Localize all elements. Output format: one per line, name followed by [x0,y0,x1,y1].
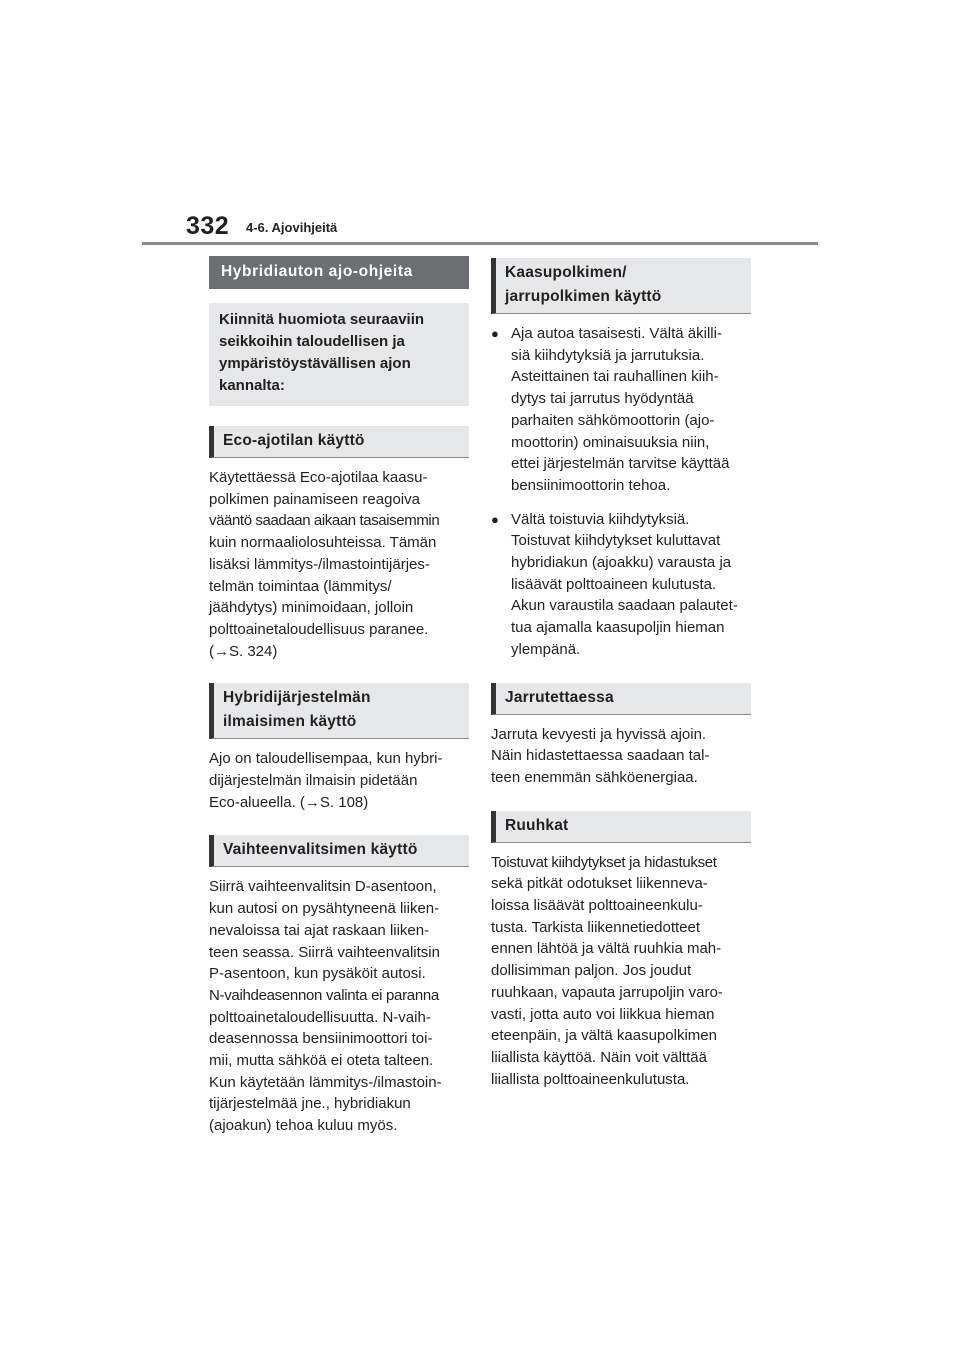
text-line: Vältä toistuvia kiihdytyksiä. [511,510,690,528]
braking-heading-text: Jarrutettaessa [505,688,614,706]
text-line: jäähdytys) minimoidaan, jolloin [209,599,414,617]
eco-heading-text: Eco-ajotilan käyttö [223,432,365,449]
hybrid-indicator-paragraph [209,748,469,813]
page-reference: (→S. 324) [209,642,278,660]
text-line: P-asentoon, kun pysäköit autosi. [209,965,426,983]
text-line: ettei järjestelmän tarvitse käyttää [511,455,730,473]
text-line: bensiinimoottorin tehoa. [511,476,671,494]
text-line: Eco-alueella. (→S. 108) [209,793,369,811]
text-line: Näin hidastettaessa saadaan tal- [491,747,710,765]
eco-heading [209,426,469,458]
chapter-banner: Hybridiauton ajo-ohjeita [209,256,469,289]
text-line: dytys tai jarrutus hyödyntää [511,390,694,408]
section-label: 4-6. Ajovihjeitä [246,220,338,235]
text-line: lisäksi lämmitys-/ilmastointijärjes- [209,555,430,573]
text-line: lisäävät polttoaineen kulutusta. [511,575,717,593]
text-line: Käytettäessä Eco-ajotilaa kaasu- [209,469,428,486]
text-line: tusta. Tarkista liikennetiedotteet [491,918,701,936]
bullet-icon: ● [491,326,499,341]
text-line: liiallista käyttöä. Näin voit välttää [491,1048,707,1066]
text-line: Ajo on taloudellisempaa, kun hybri- [209,750,443,768]
intro-line: Kiinnitä huomiota seuraaviin [219,311,425,328]
heading-line: ilmaisimen käyttö [223,713,357,731]
text-line: vääntö saadaan aikaan tasaisemmin [209,512,440,530]
shift-lever-paragraph [209,876,469,1136]
text-line: ruuhkaan, vapauta jarrupoljin varo- [491,983,723,1001]
bullet-text [511,323,751,497]
text-line: nevaloissa tai ajat raskaan liiken- [209,921,430,939]
eco-paragraph [209,467,469,662]
braking-paragraph [491,724,751,789]
bullet-item [491,509,751,661]
intro-box [209,303,469,406]
heading-line: jarrupolkimen käyttö [505,288,662,305]
intro-line: seikkoihin taloudellisen ja [219,333,405,350]
page-number: 332 [186,212,230,240]
left-column [209,256,469,1137]
text-line: polttoainetaloudellisuus paranee. [209,620,429,638]
text-line: (ajoakun) tehoa kuluu myös. [209,1117,398,1135]
text-line: tua ajamalla kaasupoljin hieman [511,619,725,637]
shift-lever-heading-text: Vaihteenvalitsimen käyttö [223,841,418,859]
text-line: ennen lähtöä ja vältä ruuhkia mah- [491,940,722,958]
text-line: Kun käytetään lämmitys-/ilmastoin- [209,1073,442,1091]
text-line: siä kiihdytyksiä ja jarrutuksia. [511,346,705,364]
text-line: mii, mutta sähköä ei oteta talteen. [209,1052,434,1070]
bullet-icon: ● [491,511,499,527]
bullet-text [511,509,751,661]
hybrid-indicator-heading [209,683,469,739]
text-line: N-vaihdeasennon valinta ei paranna [209,986,439,1004]
text-line: dijärjestelmän ilmaisin pidetään [209,772,418,790]
pedal-heading [491,258,751,314]
text-line: Asteittainen tai rauhallinen kiih- [511,368,719,386]
text-line: moottorin) ominaisuuksia niin, [511,433,710,451]
text-line: tijärjestelmää jne., hybridiakun [209,1095,411,1113]
header-rule [142,242,818,245]
text-line: vasti, jotta auto voi liikkua hieman [491,1005,715,1023]
text-line: Jarruta kevyesti ja hyvissä ajoin. [491,725,707,743]
text-line: deasennossa bensiinimoottori toi- [209,1030,433,1048]
traffic-jam-paragraph [491,852,751,1091]
right-column [491,256,751,1090]
text-line: liiallista polttoaineenkulutusta. [491,1070,690,1088]
text-line: sekä pitkät odotukset liikenneva- [491,875,708,893]
text-line: teen enemmän sähköenergiaa. [491,768,698,786]
heading-line: Kaasupolkimen/ [505,264,627,281]
text-line: Toistuvat kiihdytykset ja hidastukset [491,853,717,871]
text-line: polkimen painamiseen reagoiva [209,490,420,508]
shift-lever-heading [209,835,469,867]
text-line: hybridiakun (ajoakku) varausta ja [511,554,732,572]
bullet-item [491,323,751,497]
traffic-jam-heading-text: Ruuhkat [505,816,569,834]
text-line: Toistuvat kiihdytykset kuluttavat [511,532,721,550]
text-line: ylempänä. [511,640,581,658]
text-line: eteenpäin, ja vältä kaasupolkimen [491,1027,717,1045]
text-line: Akun varaustila saadaan palautet- [511,597,738,615]
heading-line: Hybridijärjestelmän [223,689,371,707]
intro-line: ympäristöystävällisen ajon [219,355,411,372]
text-line: teen seassa. Siirrä vaihteenvalitsin [209,943,440,961]
braking-heading [491,683,751,715]
text-line: loissa lisäävät polttoaineenkulu- [491,897,703,915]
text-line: kuin normaaliolosuhteissa. Tämän [209,534,437,552]
text-line: kun autosi on pysähtyneenä liiken- [209,900,440,918]
traffic-jam-heading [491,811,751,843]
text-line: Aja autoa tasaisesti. Vältä äkilli- [511,325,722,342]
text-line: parhaiten sähkömoottorin (ajo- [511,411,715,429]
text-line: Siirrä vaihteenvalitsin D-asentoon, [209,878,437,896]
intro-line: kannalta: [219,377,285,394]
text-line: polttoainetaloudellisuutta. N-vaih- [209,1008,431,1026]
text-line: dollisimman paljon. Jos joudut [491,962,692,980]
text-line: telmän toimintaa (lämmitys/ [209,577,392,595]
